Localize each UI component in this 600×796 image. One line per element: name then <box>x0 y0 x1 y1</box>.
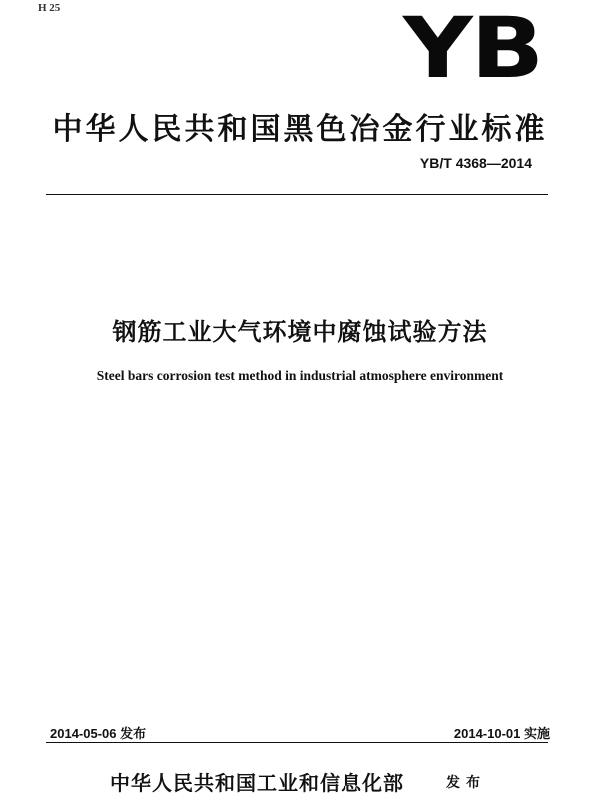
publish-date: 2014-05-06 发布 <box>50 726 147 741</box>
document-title-english: Steel bars corrosion test method in industrial atmosphere environment <box>96 368 504 383</box>
header-divider <box>46 194 548 195</box>
classification-code: H 25 <box>38 2 61 14</box>
implement-date: 2014-10-01 实施 <box>453 726 550 741</box>
yb-logo: YB <box>403 0 542 97</box>
issuing-authority: 中华人民共和国工业和信息化部 <box>110 771 404 795</box>
industry-standard-title: 中华人民共和国黑色冶金行业标准 <box>52 112 548 147</box>
issuer-suffix: 发布 <box>446 775 486 791</box>
footer-divider <box>46 742 548 743</box>
document-title-chinese: 钢筋工业大气环境中腐蚀试验方法 <box>112 318 488 346</box>
standard-number: YB/T 4368—2014 <box>419 155 532 171</box>
